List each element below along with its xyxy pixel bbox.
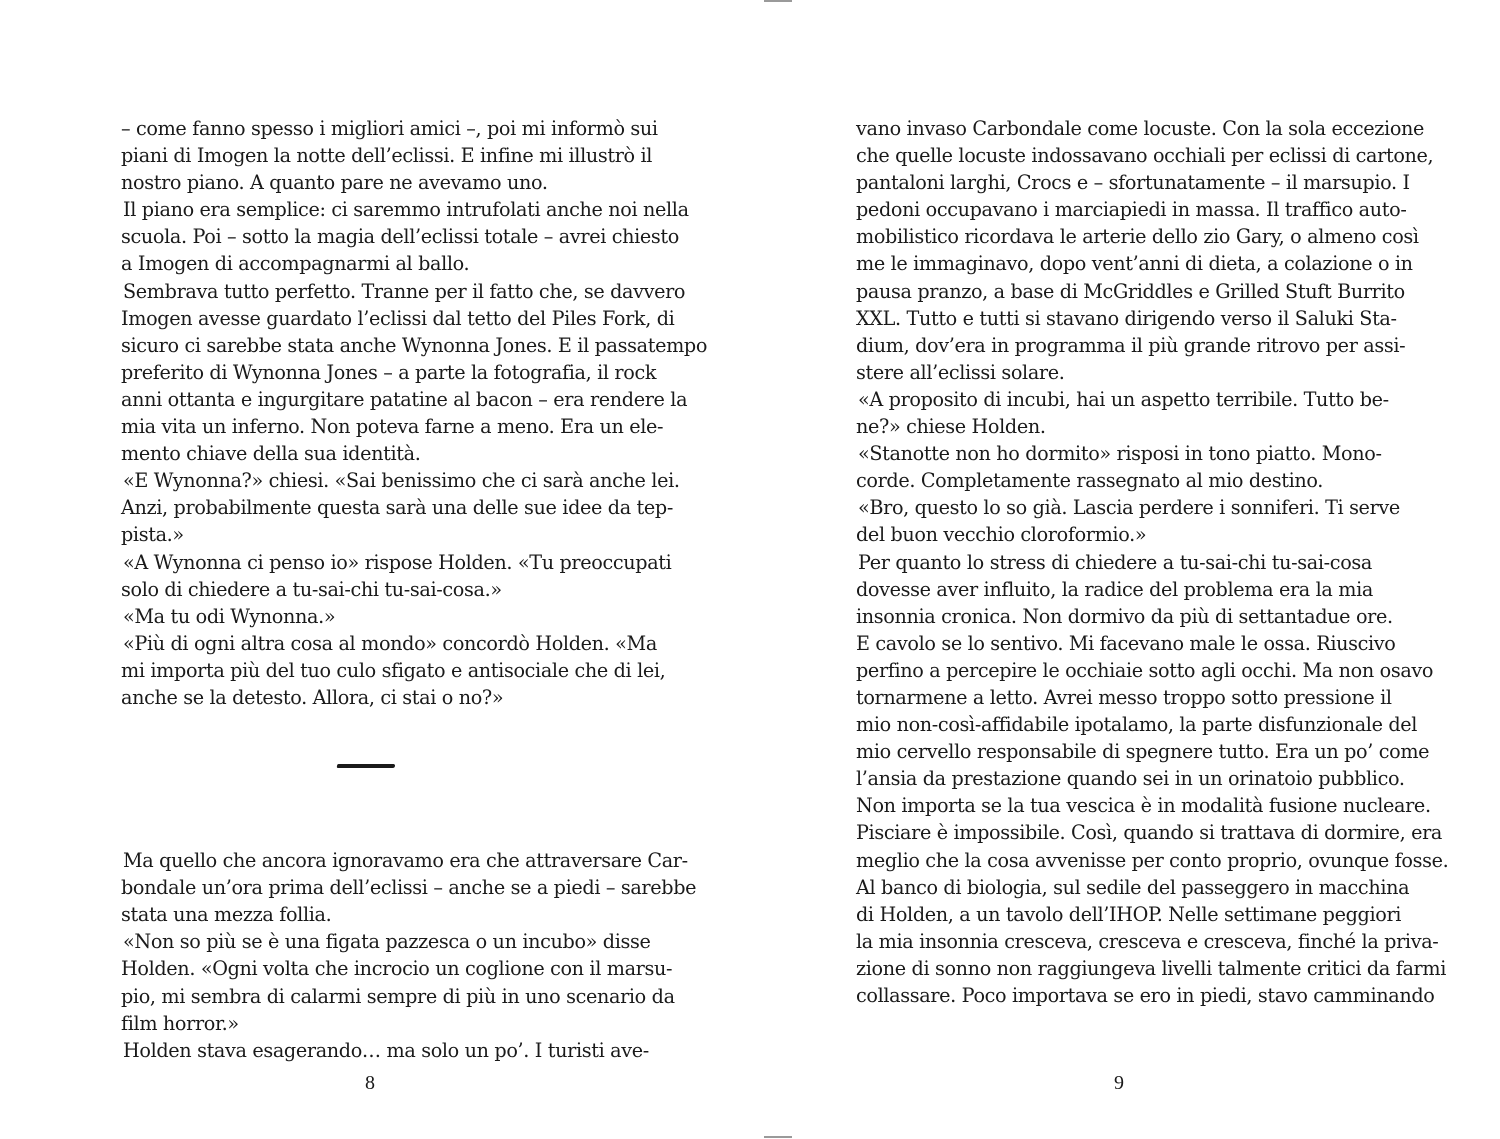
text-line: l’ansia da prestazione quando sei in un orinatoio pubblico. [856,767,1405,791]
left-page-text-after-break [121,847,697,1064]
text-line: pedoni occupavano i marciapiedi in massa. Il traffico auto- [856,198,1407,222]
text-line: vano invaso Carbondale come locuste. Con la sola eccezione [856,117,1425,140]
text-line: tornarmene a letto. Avrei messo troppo sotto pressione il [856,685,1392,709]
right-page [856,115,1449,1009]
text-line: Ma quello che ancora ignoravamo era che attraversare Car- [123,849,688,873]
text-line: dium, dov’era in programma il più grande ritrovo per assi- [856,333,1406,357]
text-line: dovesse aver influito, la radice del problema era la mia [856,577,1373,601]
text-line: «E Wynonna?» chiesi. «Sai benissimo che ci sarà anche lei. [123,469,680,493]
text-line: corde. Completamente rassegnato al mio destino. [856,469,1324,493]
text-line: zione di sonno non raggiungeva livelli talmente critici da farmi [856,956,1446,980]
text-line: mio non-così-affidabile ipotalamo, la parte disfunzionale del [856,713,1418,737]
text-line: mi importa più del tuo culo sfigato e antisociale che di lei, [121,658,666,682]
left-page [121,115,708,1064]
text-line: film horror.» [121,1011,239,1035]
text-line: Anzi, probabilmente questa sarà una delle sue idee da tep- [121,496,673,520]
text-line: nostro piano. A quanto pare ne avevamo uno. [121,171,548,195]
text-line: Imogen avesse guardato l’eclissi dal tetto del Piles Fork, di [121,306,675,330]
right-page-text [856,115,1449,1009]
text-line: «Bro, questo lo so già. Lascia perdere i sonniferi. Ti serve [858,496,1400,520]
text-line: a Imogen di accompagnarmi al ballo. [121,252,470,276]
text-line: preferito di Wynonna Jones – a parte la fotografia, il rock [121,360,657,384]
text-line: pausa pranzo, a base di McGriddles e Grilled Stuft Burrito [856,279,1405,303]
scene-break [121,711,637,847]
text-line: «A Wynonna ci penso io» rispose Holden. «Tu preoccupati [123,550,672,574]
text-line: del buon vecchio cloroformio.» [856,523,1147,547]
text-line: «Non so più se è una figata pazzesca o un incubo» disse [123,930,651,954]
text-line: meglio che la cosa avvenisse per conto proprio, ovunque fosse. [856,848,1449,872]
text-line: «Stanotte non ho dormito» risposi in tono piatto. Mono- [858,442,1382,466]
brush-stroke-ornament-icon [337,764,396,768]
page-number-right: 9 [1114,1072,1124,1094]
text-line: bondale un’ora prima dell’eclissi – anche se a piedi – sarebbe [121,876,697,900]
text-line: stata una mezza follia. [121,903,332,927]
left-page-text-before-break [121,115,708,711]
scan-gutter-mark-bottom [764,1136,792,1138]
text-line: anni ottanta e ingurgitare patatine al bacon – era rendere la [121,387,688,411]
text-line: mento chiave della sua identità. [121,442,421,466]
scan-gutter-mark-top [764,0,792,2]
text-line: perfino a percepire le occhiaie sotto agli occhi. Ma non osavo [856,658,1434,682]
text-line: Non importa se la tua vescica è in modalità fusione nucleare. [856,794,1431,818]
text-line: Holden stava esagerando… ma solo un po’. I turisti ave- [123,1038,649,1062]
text-line: «Ma tu odi Wynonna.» [123,604,336,628]
text-line: pio, mi sembra di calarmi sempre di più in uno scenario da [121,984,675,1008]
text-line: mobilistico ricordava le arterie dello zio Gary, o almeno così [856,225,1419,249]
text-line: Holden. «Ogni volta che incrocio un coglione con il marsu- [121,957,673,981]
text-line: scuola. Poi – sotto la magia dell’eclissi totale – avrei chiesto [121,225,679,249]
text-line: pista.» [121,523,184,547]
text-line: anche se la detesto. Allora, ci stai o no?» [121,685,504,709]
text-line: la mia insonnia cresceva, cresceva e cresceva, finché la priva- [856,929,1439,953]
text-line: Sembrava tutto perfetto. Tranne per il fatto che, se davvero [123,279,686,303]
text-line: pantaloni larghi, Crocs e – sfortunatamente – il marsupio. I [856,171,1410,195]
text-line: Pisciare è impossibile. Così, quando si trattava di dormire, era [856,821,1442,845]
text-line: Per quanto lo stress di chiedere a tu-sai-chi tu-sai-cosa [858,550,1372,574]
page-number-left: 8 [365,1072,375,1094]
text-line: me le immaginavo, dopo vent’anni di dieta, a colazione o in [856,252,1413,276]
text-line: E cavolo se lo sentivo. Mi facevano male le ossa. Riuscivo [856,631,1396,655]
text-line: stere all’eclissi solare. [856,360,1065,384]
text-line: XXL. Tutto e tutti si stavano dirigendo verso il Saluki Sta- [856,306,1397,330]
text-line: mia vita un inferno. Non poteva farne a meno. Era un ele- [121,415,664,439]
text-line: insonnia cronica. Non dormivo da più di settantadue ore. [856,604,1393,628]
text-line: che quelle locuste indossavano occhiali per eclissi di cartone, [856,144,1434,168]
text-line: Il piano era semplice: ci saremmo intrufolati anche noi nella [123,198,689,222]
text-line: di Holden, a un tavolo dell’IHOP. Nelle settimane peggiori [856,902,1402,926]
text-line: sicuro ci sarebbe stata anche Wynonna Jones. E il passatempo [121,333,708,357]
text-line: solo di chiedere a tu-sai-chi tu-sai-cosa.» [121,577,502,601]
text-line: ne?» chiese Holden. [856,415,1046,439]
text-line: Al banco di biologia, sul sedile del passeggero in macchina [856,875,1410,899]
text-line: collassare. Poco importava se ero in piedi, stavo camminando [856,984,1435,1007]
text-line: mio cervello responsabile di spegnere tutto. Era un po’ come [856,740,1430,764]
text-line: piani di Imogen la notte dell’eclissi. E infine mi illustrò il [121,144,653,168]
text-line: «Più di ogni altra cosa al mondo» concordò Holden. «Ma [123,631,657,655]
text-line: «A proposito di incubi, hai un aspetto terribile. Tutto be- [858,387,1389,411]
text-line: – come fanno spesso i migliori amici –, poi mi informò sui [121,117,658,140]
